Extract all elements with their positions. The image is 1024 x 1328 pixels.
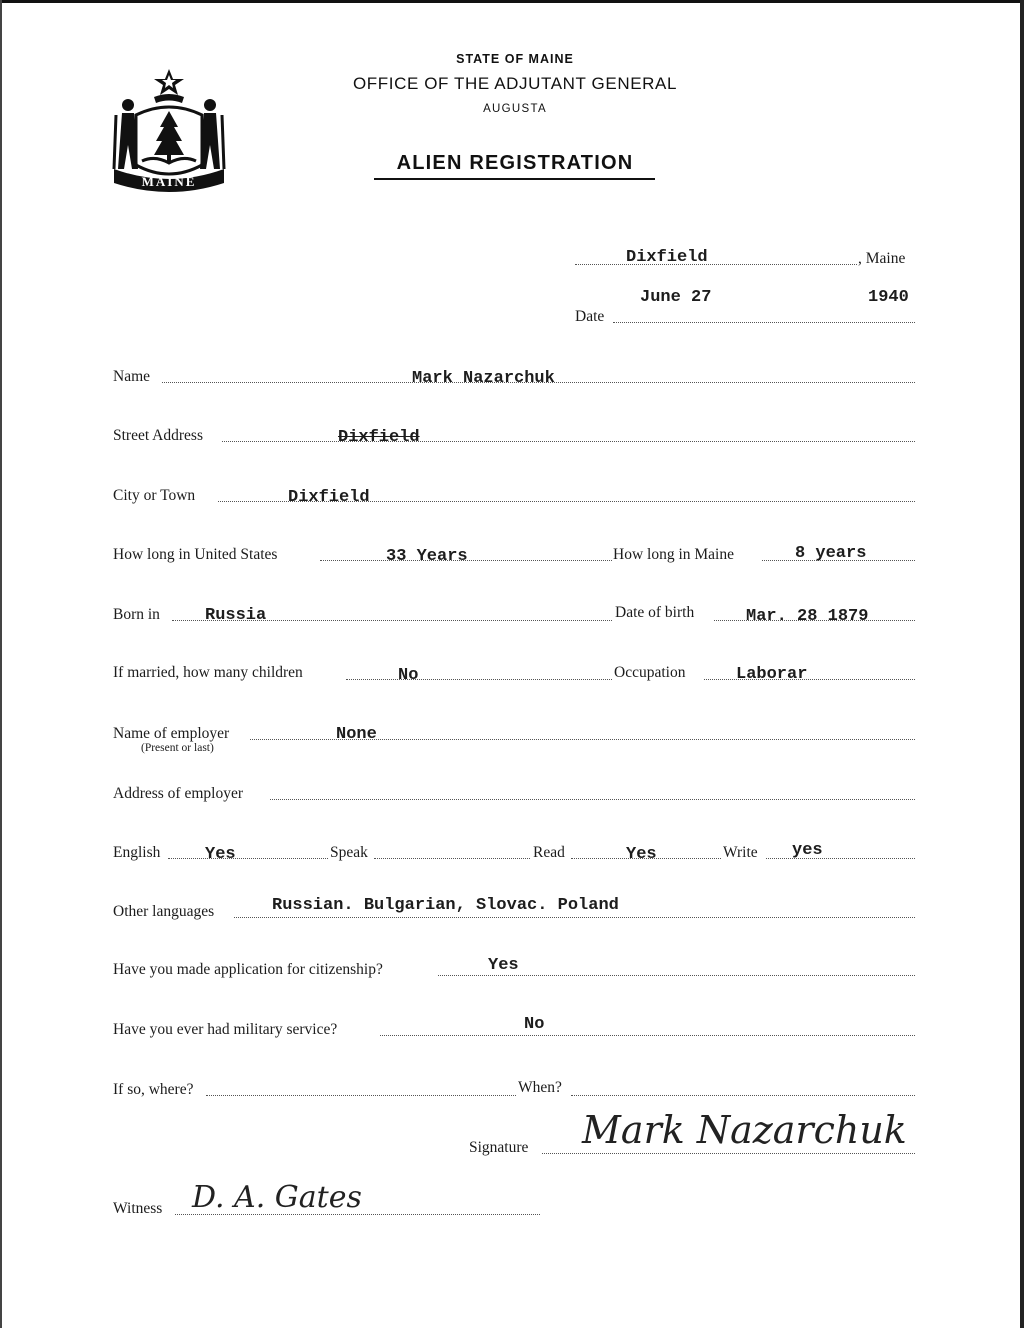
- city-label: City or Town: [113, 487, 196, 504]
- employer-label: Name of employer: [113, 725, 230, 742]
- town-value: Dixfield: [626, 248, 708, 267]
- city-value: Dixfield: [288, 488, 370, 507]
- street-line: [222, 441, 915, 442]
- children-line: [346, 679, 612, 680]
- street-label: Street Address: [113, 427, 203, 444]
- signature-line: [542, 1153, 915, 1154]
- scan-border-right: [1020, 0, 1024, 1328]
- maine-time-label: How long in Maine: [613, 546, 734, 563]
- date-line: [613, 322, 915, 323]
- speak-label: Speak: [330, 844, 368, 861]
- witness-label: Witness: [113, 1200, 163, 1217]
- read-value: Yes: [626, 845, 657, 864]
- other-languages-value: Russian. Bulgarian, Slovac. Poland: [272, 896, 619, 915]
- born-value: Russia: [205, 606, 267, 625]
- citizenship-label: Have you made application for citizenship?: [113, 961, 383, 978]
- date-label: Date: [575, 308, 605, 325]
- when-line: [571, 1095, 915, 1096]
- write-value: yes: [792, 841, 823, 860]
- header-state: STATE OF MAINE: [456, 52, 574, 66]
- name-value: Mark Nazarchuk: [412, 369, 555, 388]
- street-value: Dixfield: [338, 428, 420, 447]
- applicant-signature: Mark Nazarchuk: [582, 1108, 907, 1152]
- title-underline: [374, 178, 655, 180]
- svg-text:MAINE: MAINE: [141, 174, 197, 189]
- us-time-value: 33 Years: [386, 547, 468, 566]
- name-label: Name: [113, 368, 151, 385]
- employer-value: None: [336, 725, 377, 744]
- occupation-value: Laborar: [736, 665, 808, 684]
- signature-label: Signature: [469, 1139, 529, 1156]
- english-line: [168, 858, 328, 859]
- citizenship-value: Yes: [488, 956, 519, 975]
- born-label: Born in: [113, 606, 160, 623]
- header-office: OFFICE OF THE ADJUTANT GENERAL: [352, 74, 678, 93]
- town-line: [575, 264, 857, 265]
- english-value: Yes: [205, 845, 236, 864]
- read-label: Read: [533, 844, 565, 861]
- date-month-day: June 27: [640, 288, 712, 307]
- scan-border-left: [0, 0, 2, 1328]
- military-value: No: [524, 1015, 545, 1034]
- english-label: English: [113, 844, 161, 861]
- form-title: ALIEN REGISTRATION: [396, 152, 634, 174]
- speak-line: [374, 858, 530, 859]
- employer-address-label: Address of employer: [113, 785, 243, 802]
- military-line: [380, 1035, 915, 1036]
- children-label: If married, how many children: [113, 664, 303, 681]
- dob-value: Mar. 28 1879: [746, 607, 869, 626]
- write-line: [766, 858, 915, 859]
- write-label: Write: [723, 844, 758, 861]
- other-languages-line: [234, 917, 915, 918]
- maine-state-seal-icon: [110, 65, 228, 193]
- citizenship-line: [438, 975, 915, 976]
- where-label: If so, where?: [113, 1081, 194, 1098]
- header-city: AUGUSTA: [483, 103, 547, 115]
- dob-label: Date of birth: [615, 604, 695, 621]
- employer-sublabel: (Present or last): [141, 742, 214, 754]
- maine-time-value: 8 years: [795, 544, 867, 563]
- witness-signature: D. A. Gates: [192, 1180, 362, 1215]
- military-label: Have you ever had military service?: [113, 1021, 338, 1038]
- date-year: 1940: [868, 288, 909, 307]
- scan-border-top: [0, 0, 1024, 3]
- children-value: No: [398, 666, 419, 685]
- occupation-label: Occupation: [614, 664, 686, 681]
- maine-label: , Maine: [858, 250, 906, 267]
- where-line: [206, 1095, 516, 1096]
- us-time-label: How long in United States: [113, 546, 278, 563]
- employer-address-line: [270, 799, 915, 800]
- when-label: When?: [518, 1079, 562, 1096]
- other-languages-label: Other languages: [113, 903, 215, 920]
